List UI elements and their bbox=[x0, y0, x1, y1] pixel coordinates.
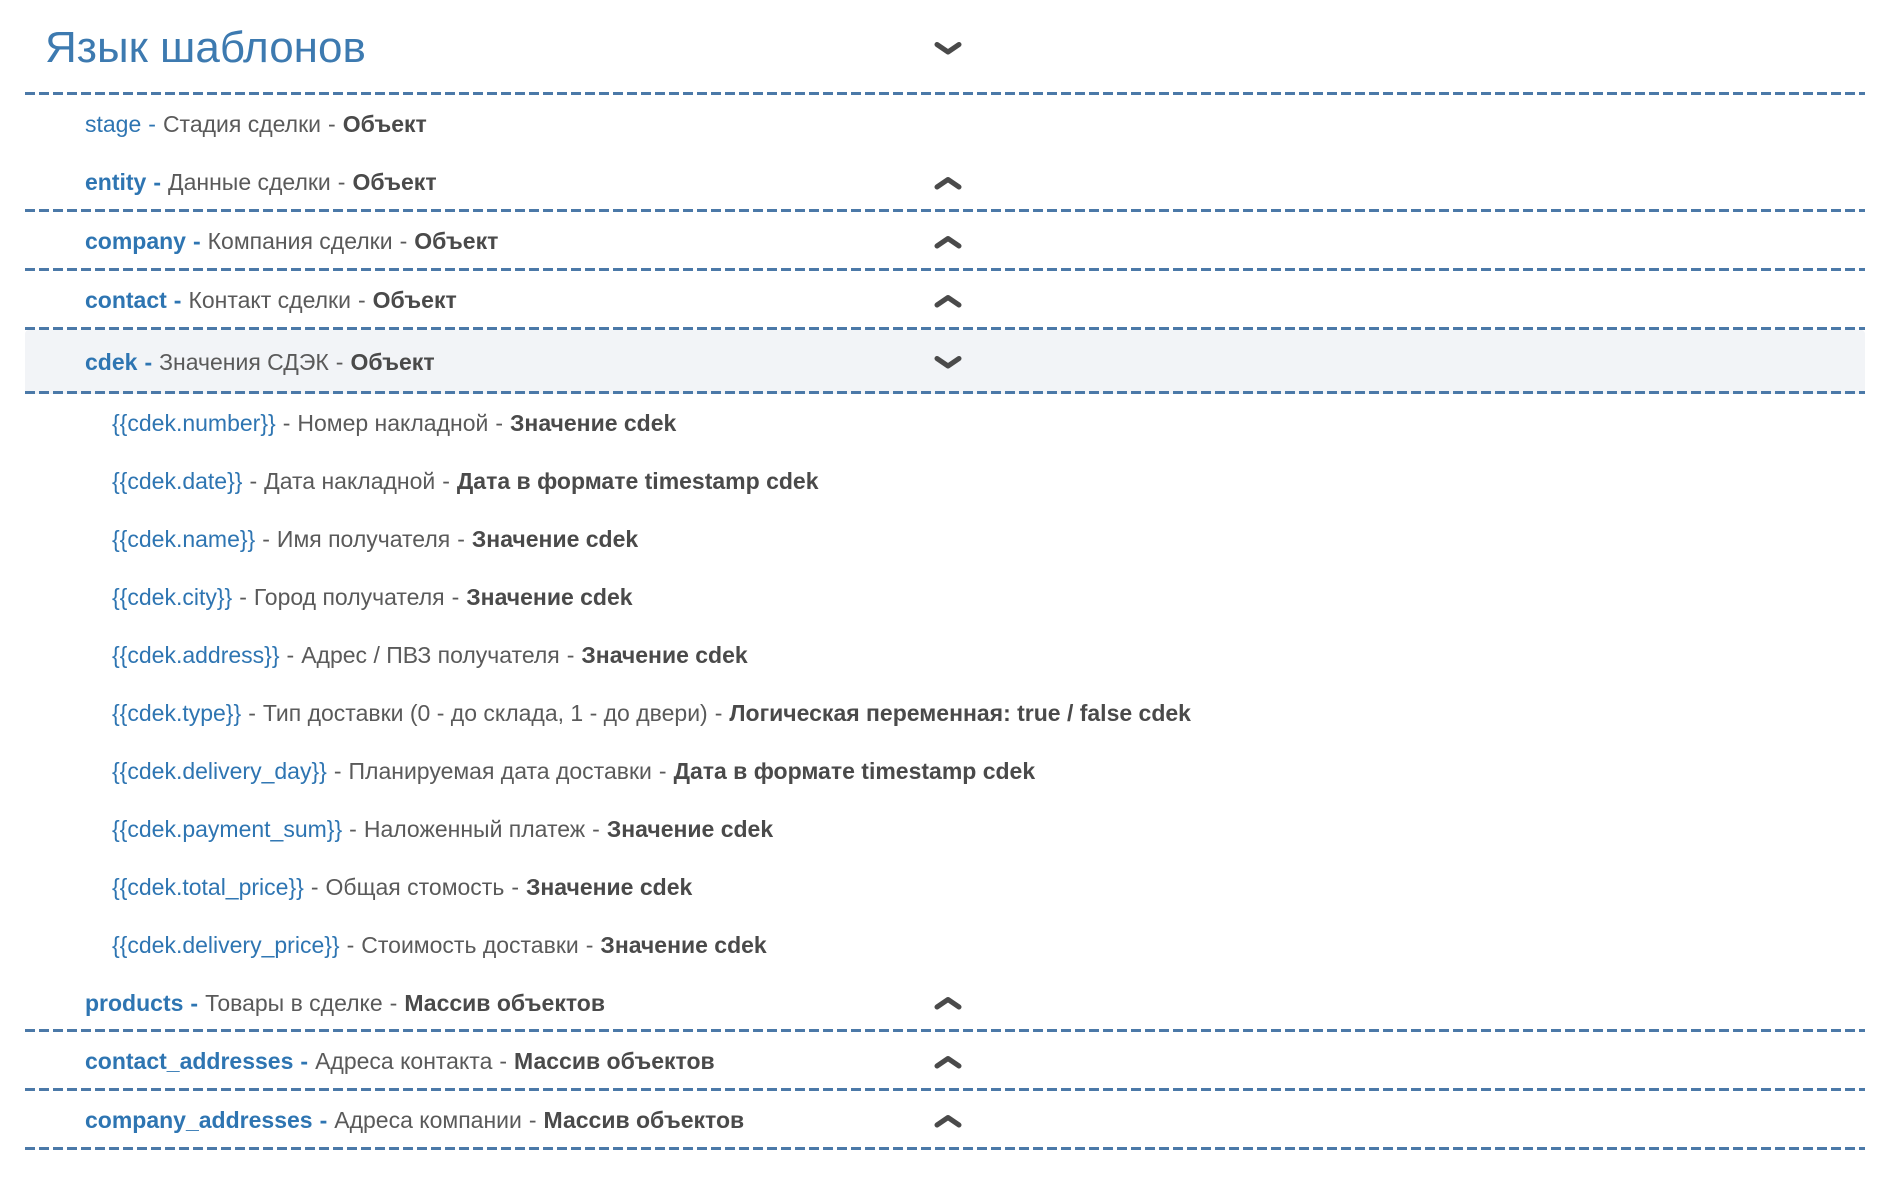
variable-link[interactable]: company_addresses bbox=[85, 1107, 313, 1133]
separator-dash: - bbox=[239, 583, 247, 610]
variable-link[interactable]: products bbox=[85, 989, 184, 1016]
row-stage bbox=[25, 95, 1865, 153]
separator-dash: - bbox=[566, 641, 575, 668]
row-description: Адреса контакта bbox=[315, 1048, 493, 1074]
separator-dash: - bbox=[148, 110, 156, 137]
separator-dash: - bbox=[585, 931, 594, 958]
separator-dash: - bbox=[335, 348, 344, 375]
row-type: Дата в формате timestamp cdek bbox=[456, 467, 819, 494]
row-type: Объект bbox=[352, 169, 437, 195]
chevron-up-icon[interactable] bbox=[934, 1054, 962, 1070]
row-cdek-date bbox=[25, 452, 1865, 510]
row-type: Объект bbox=[350, 348, 435, 375]
row-products[interactable] bbox=[25, 974, 1865, 1032]
chevron-up-icon[interactable] bbox=[934, 175, 962, 191]
row-type: Массив объектов bbox=[404, 989, 605, 1016]
row-description: Дата накладной bbox=[264, 467, 436, 494]
variable-link[interactable]: {{cdek.city}} bbox=[112, 583, 233, 610]
variable-link[interactable]: {{cdek.delivery_day}} bbox=[112, 757, 327, 784]
row-type: Массив объектов bbox=[514, 1048, 715, 1074]
row-description: Наложенный платеж bbox=[363, 815, 586, 842]
row-type: Дата в формате timestamp cdek bbox=[673, 757, 1036, 784]
row-cdek[interactable] bbox=[25, 330, 1865, 394]
row-entity[interactable] bbox=[25, 153, 1865, 212]
row-type: Значение cdek bbox=[600, 931, 767, 958]
variable-link[interactable]: {{cdek.delivery_price}} bbox=[112, 931, 340, 958]
row-description: Стадия сделки bbox=[162, 110, 322, 137]
panel-header bbox=[25, 0, 1865, 95]
row-description: Товары в сделке bbox=[205, 989, 383, 1016]
variable-link[interactable]: {{cdek.type}} bbox=[112, 699, 242, 726]
row-cdek-total-price bbox=[25, 858, 1865, 916]
row-description: Общая стомость bbox=[325, 873, 505, 900]
separator-dash: - bbox=[300, 1048, 309, 1074]
separator-dash: - bbox=[714, 699, 723, 726]
separator-dash: - bbox=[658, 757, 667, 784]
separator-dash: - bbox=[262, 525, 270, 552]
row-cdek-city bbox=[25, 568, 1865, 626]
row-description: Данные сделки bbox=[168, 169, 331, 195]
separator-dash: - bbox=[310, 873, 319, 900]
row-cdek-payment-sum bbox=[25, 800, 1865, 858]
row-type: Объект bbox=[372, 287, 457, 313]
separator-dash: - bbox=[190, 989, 199, 1016]
chevron-up-icon[interactable] bbox=[934, 293, 962, 309]
row-type: Значение cdek bbox=[606, 815, 774, 842]
row-description: Контакт сделки bbox=[188, 287, 351, 313]
row-company[interactable] bbox=[25, 212, 1865, 271]
separator-dash: - bbox=[333, 757, 342, 784]
separator-dash: - bbox=[173, 287, 182, 313]
row-type: Значение cdek bbox=[466, 583, 633, 610]
separator-dash: - bbox=[495, 409, 504, 436]
separator-dash: - bbox=[144, 348, 153, 375]
template-language-panel bbox=[25, 0, 1865, 1150]
separator-dash: - bbox=[357, 287, 366, 313]
row-contact[interactable] bbox=[25, 271, 1865, 330]
separator-dash: - bbox=[349, 815, 357, 842]
separator-dash: - bbox=[457, 525, 465, 552]
separator-dash: - bbox=[451, 583, 460, 610]
separator-dash: - bbox=[249, 467, 258, 494]
row-cdek-type bbox=[25, 684, 1865, 742]
row-description: Имя получателя bbox=[276, 525, 451, 552]
row-type: Значение cdek bbox=[581, 641, 748, 668]
separator-dash: - bbox=[346, 931, 355, 958]
separator-dash: - bbox=[248, 699, 256, 726]
separator-dash: - bbox=[192, 228, 201, 254]
separator-dash: - bbox=[286, 641, 295, 668]
row-type: Массив объектов bbox=[543, 1107, 745, 1133]
page-title: Язык шаблонов bbox=[45, 22, 366, 72]
chevron-down-icon[interactable] bbox=[934, 40, 962, 56]
variable-link[interactable]: {{cdek.date}} bbox=[112, 467, 243, 494]
row-description: Номер накладной bbox=[297, 409, 489, 436]
row-type: Объект bbox=[342, 110, 427, 137]
row-type: Логическая переменная: true / false cdek bbox=[729, 699, 1191, 726]
chevron-up-icon[interactable] bbox=[934, 1113, 962, 1129]
row-cdek-delivery-day bbox=[25, 742, 1865, 800]
row-description: Компания сделки bbox=[207, 228, 393, 254]
variable-link[interactable]: {{cdek.payment_sum}} bbox=[112, 815, 343, 842]
row-type: Значение cdek bbox=[510, 409, 677, 436]
variable-link[interactable]: entity bbox=[85, 169, 147, 195]
row-description: Значения СДЭК bbox=[159, 348, 329, 375]
separator-dash: - bbox=[442, 467, 450, 494]
row-cdek-address bbox=[25, 626, 1865, 684]
chevron-down-icon[interactable] bbox=[934, 354, 962, 370]
separator-dash: - bbox=[319, 1107, 328, 1133]
variable-link[interactable]: contact bbox=[85, 287, 167, 313]
variable-link[interactable]: {{cdek.address}} bbox=[112, 641, 280, 668]
separator-dash: - bbox=[499, 1048, 508, 1074]
separator-dash: - bbox=[399, 228, 408, 254]
row-type: Значение cdek bbox=[471, 525, 639, 552]
chevron-up-icon[interactable] bbox=[934, 995, 962, 1011]
separator-dash: - bbox=[528, 1107, 537, 1133]
row-description: Планируемая дата доставки bbox=[348, 757, 652, 784]
variable-link[interactable]: stage bbox=[85, 110, 142, 137]
row-cdek-name bbox=[25, 510, 1865, 568]
row-description: Адреса компании bbox=[334, 1107, 522, 1133]
separator-dash: - bbox=[389, 989, 398, 1016]
row-description: Тип доставки (0 - до склада, 1 - до двери) bbox=[262, 699, 708, 726]
row-cdek-delivery-price bbox=[25, 916, 1865, 974]
row-type: Значение cdek bbox=[525, 873, 693, 900]
variable-link[interactable]: {{cdek.name}} bbox=[112, 525, 256, 552]
row-description: Город получателя bbox=[253, 583, 445, 610]
variable-link[interactable]: {{cdek.number}} bbox=[112, 409, 276, 436]
separator-dash: - bbox=[282, 409, 291, 436]
separator-dash: - bbox=[592, 815, 600, 842]
row-type: Объект bbox=[414, 228, 499, 254]
chevron-up-icon[interactable] bbox=[934, 234, 962, 250]
separator-dash: - bbox=[328, 110, 336, 137]
separator-dash: - bbox=[153, 169, 162, 195]
variable-link[interactable]: {{cdek.total_price}} bbox=[112, 873, 304, 900]
separator-dash: - bbox=[511, 873, 519, 900]
row-company-addresses[interactable] bbox=[25, 1091, 1865, 1150]
row-contact-addresses[interactable] bbox=[25, 1032, 1865, 1091]
variable-link[interactable]: cdek bbox=[85, 348, 138, 375]
row-description: Адрес / ПВЗ получателя bbox=[301, 641, 560, 668]
separator-dash: - bbox=[337, 169, 346, 195]
row-cdek-number bbox=[25, 394, 1865, 452]
variable-link[interactable]: contact_addresses bbox=[85, 1048, 294, 1074]
variable-link[interactable]: company bbox=[85, 228, 186, 254]
row-description: Стоимость доставки bbox=[361, 931, 579, 958]
